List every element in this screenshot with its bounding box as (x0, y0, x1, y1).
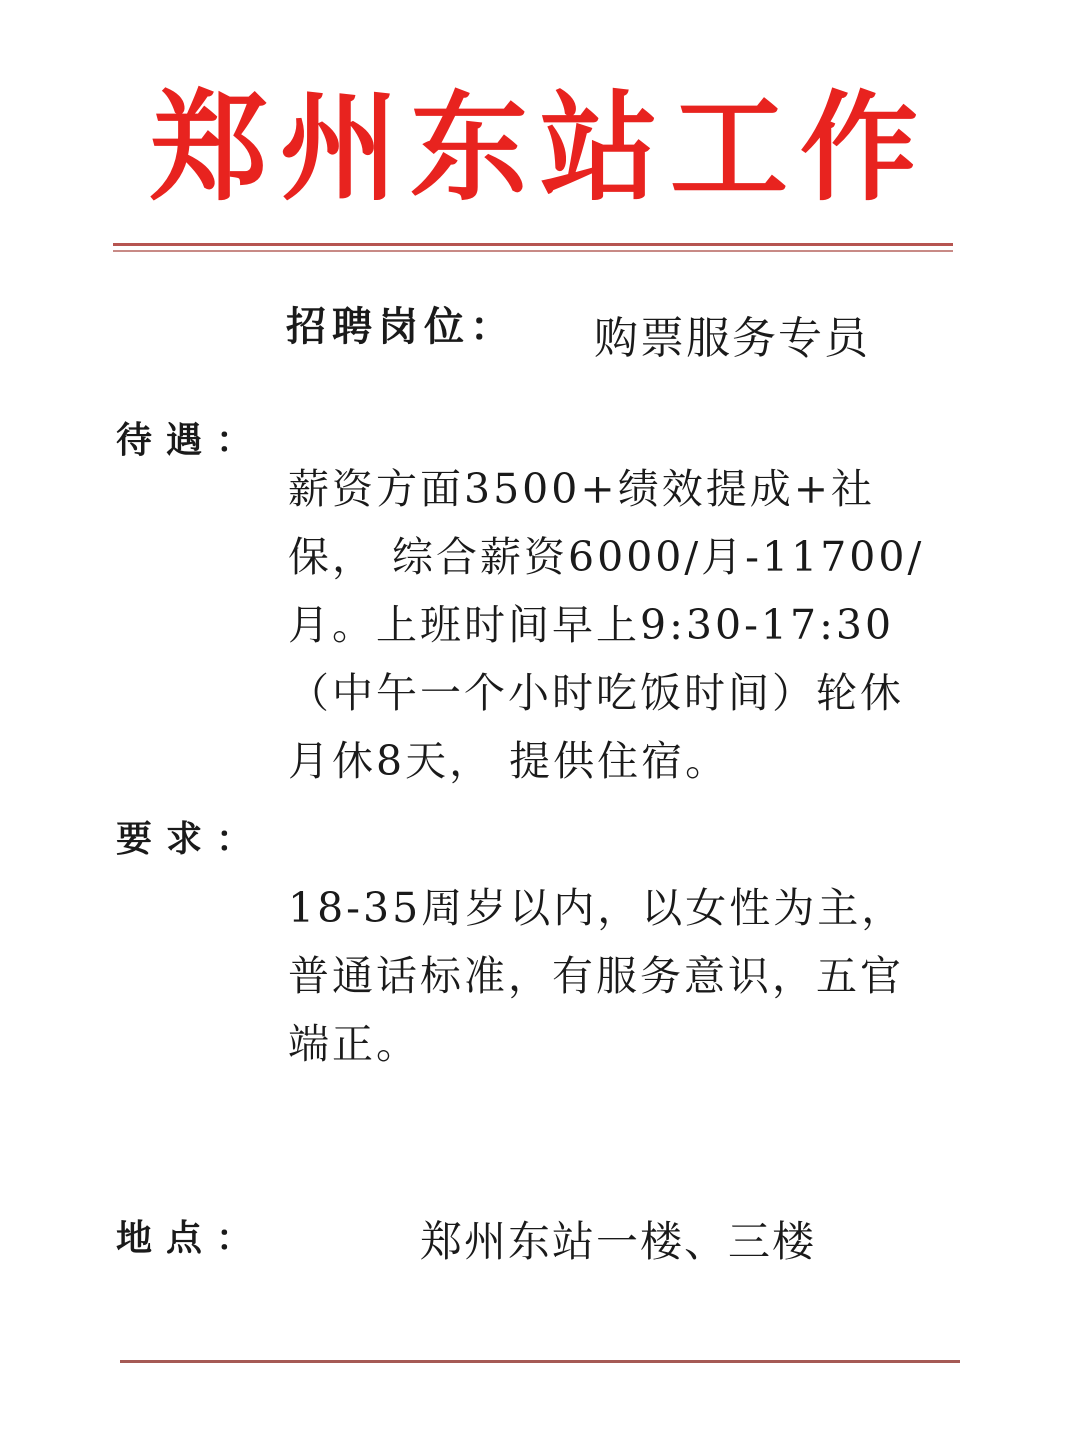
benefits-line: 薪资方面3500+绩效提成+社 (288, 465, 876, 513)
benefits-line: 月。上班时间早上9:30-17:30 (288, 601, 895, 649)
top-divider (113, 243, 953, 246)
benefits-line: （中午一个小时吃饭时间）轮休 (288, 669, 904, 717)
requirements-line: 18-35周岁以内，以女性为主， (288, 884, 906, 932)
top-divider-thin (113, 250, 953, 252)
requirements-line: 普通话标准，有服务意识，五官 (288, 952, 904, 1000)
location-label: 地点： (116, 1217, 267, 1259)
position-value: 购票服务专员 (594, 313, 870, 364)
bottom-divider (120, 1360, 960, 1363)
benefits-text (288, 455, 1003, 795)
requirements-text (288, 874, 1003, 1078)
position-label: 招聘岗位： (286, 303, 516, 350)
benefits-line: 保， 综合薪资6000/月-11700/ (288, 533, 925, 581)
requirements-line: 端正。 (288, 1020, 420, 1068)
requirements-label: 要求： (116, 818, 267, 860)
benefits-line: 月休8天， 提供住宿。 (288, 737, 730, 785)
benefits-label: 待遇： (116, 419, 267, 461)
page-title: 郑州东站工作 (149, 78, 930, 217)
location-value: 郑州东站一楼、三楼 (420, 1217, 817, 1266)
